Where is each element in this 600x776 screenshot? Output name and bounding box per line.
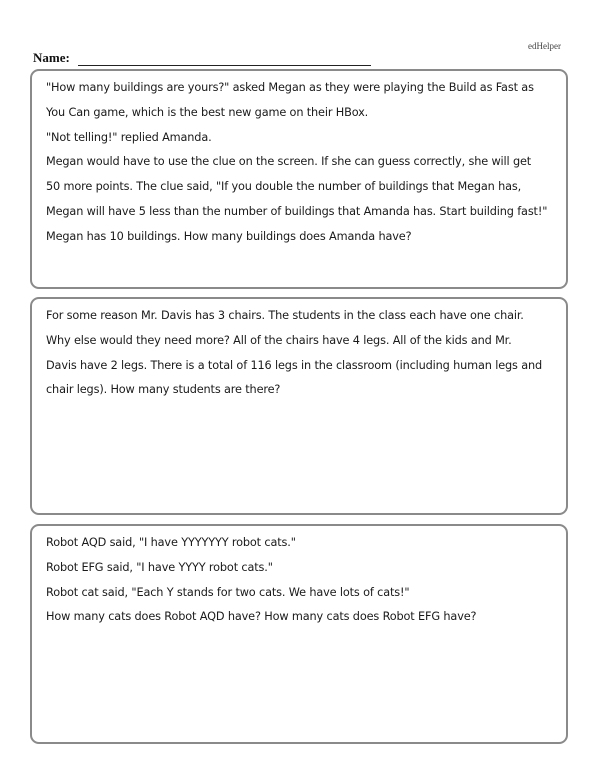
problem-text-line: For some reason Mr. Davis has 3 chairs. The students in the class each have one chair.	[46, 309, 524, 322]
problem-text-line: Davis have 2 legs. There is a total of 116 legs in the classroom (including human legs and	[46, 358, 543, 372]
problem-box-3	[30, 524, 568, 744]
problem-text-line: Megan will have 5 less than the number of buildings that Amanda has. Start building fast!"	[46, 204, 548, 218]
problem-text-line: Robot EFG said, "I have YYYY robot cats."	[46, 560, 273, 574]
problem-text-line: Megan would have to use the clue on the screen. If she can guess correctly, she will get	[46, 155, 532, 169]
problem-text-line: How many cats does Robot AQD have? How many cats does Robot EFG have?	[46, 610, 477, 624]
problem-text-line: Robot cat said, "Each Y stands for two cats. We have lots of cats!"	[46, 585, 410, 599]
problem-text-line: 50 more points. The clue said, "If you double the number of buildings that Megan has,	[46, 180, 522, 194]
name-label: Name:	[33, 50, 70, 65]
problem-text-line: Why else would they need more? All of the chairs have 4 legs. All of the kids and Mr.	[46, 333, 512, 347]
problem-text-line: "Not telling!" replied Amanda.	[46, 130, 212, 144]
problem-text-line: You Can game, which is the best new game on their HBox.	[46, 105, 369, 119]
name-row	[33, 50, 371, 66]
problem-box-1	[30, 69, 568, 289]
problem-text-line: chair legs). How many students are there?	[46, 383, 281, 397]
name-field[interactable]	[78, 52, 371, 66]
problem-box-2	[30, 297, 568, 515]
problem-text-line: "How many buildings are yours?" asked Megan as they were playing the Build as Fast as	[46, 81, 534, 94]
problem-text-line: Megan has 10 buildings. How many buildings does Amanda have?	[46, 229, 412, 243]
brand-label: edHelper	[528, 41, 561, 51]
problem-text-line: Robot AQD said, "I have YYYYYYY robot cats."	[46, 536, 296, 549]
